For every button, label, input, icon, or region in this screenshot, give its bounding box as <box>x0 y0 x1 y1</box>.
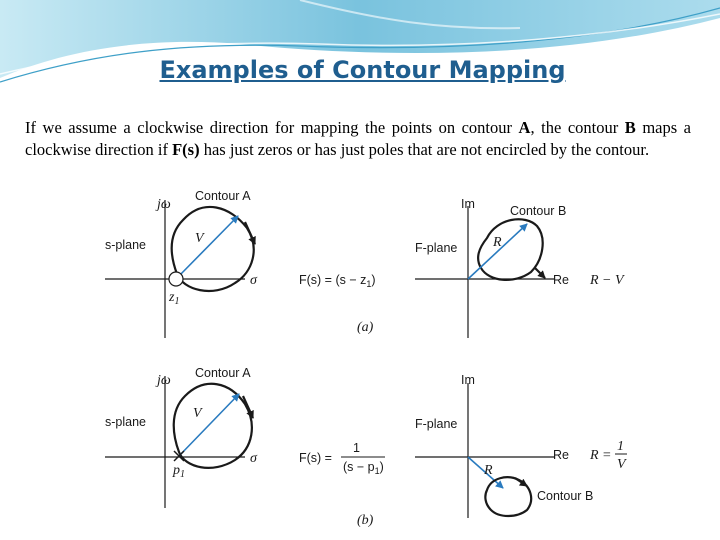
contour-a-shape <box>174 384 252 468</box>
mapping-function <box>299 441 385 476</box>
contour-b-direction-arrow <box>535 268 545 278</box>
caption-b: (b) <box>357 513 374 528</box>
im-label: Im <box>461 197 475 211</box>
vector-v <box>179 394 239 456</box>
re-label: Re <box>553 448 569 462</box>
im-label: Im <box>461 373 475 387</box>
svg-text:1: 1 <box>353 441 360 455</box>
contour-b-direction-arrow <box>515 478 527 486</box>
contour-b-label: Contour B <box>537 489 594 503</box>
v-label: V <box>195 231 204 246</box>
svg-text:F(s) =: F(s) = <box>299 451 332 465</box>
r-label: R <box>484 463 493 478</box>
slide-title: Examples of Contour Mapping <box>159 56 566 84</box>
relation-label: R − V <box>590 273 624 288</box>
body-text-part: If we assume a clockwise direction for mapping the points on contour <box>25 118 519 137</box>
f-plane-label: F-plane <box>415 417 458 431</box>
v-label: V <box>193 406 202 421</box>
contour-mapping-figure <box>95 178 645 540</box>
r-label: R <box>493 235 502 250</box>
contour-b-label: Contour B <box>510 204 567 218</box>
p1-label: $p_1$ <box>173 463 185 480</box>
panel-a <box>105 189 625 338</box>
z1-label: $z_1$ <box>169 290 180 307</box>
caption-a: (a) <box>357 320 374 335</box>
zero-marker <box>169 272 183 286</box>
relation-label <box>589 439 627 472</box>
contour-a-label: Contour A <box>195 189 251 203</box>
jw-label: jω <box>157 373 171 388</box>
mapping-function: $F(s) = (s - z_1)$ <box>299 273 376 289</box>
contour-a-label: Contour A <box>195 366 251 380</box>
svg-text:V: V <box>617 457 626 472</box>
function-ref: F(s) <box>172 139 200 159</box>
svg-text:1: 1 <box>617 439 624 454</box>
vector-r <box>468 224 527 279</box>
contour-a-ref: A <box>518 118 531 137</box>
body-text-part: maps a clockwise direction if <box>25 118 692 159</box>
re-label: Re <box>553 273 569 287</box>
body-text-part: has just zeros or has just poles that are not encircled by the contour. <box>199 139 650 159</box>
sigma-label: σ <box>250 451 257 466</box>
contour-a-direction-arrow <box>245 222 255 244</box>
jw-label: jω <box>157 197 171 212</box>
body-text <box>25 117 691 160</box>
s-plane-label: s-plane <box>105 415 146 429</box>
svg-text:R =: R = <box>590 448 612 463</box>
panel-b <box>105 366 627 528</box>
vector-v <box>176 216 238 279</box>
body-text-part: , the contour <box>530 118 625 137</box>
svg-text:(s − p1): $(s - p_1)$ <box>343 460 384 476</box>
sigma-label: σ <box>250 273 257 288</box>
s-plane-label: s-plane <box>105 238 146 252</box>
contour-b-ref: B <box>624 118 636 137</box>
contour-b-shape <box>478 219 543 280</box>
contour-a-direction-arrow <box>243 396 253 418</box>
f-plane-label: F-plane <box>415 241 458 255</box>
contour-a-shape <box>172 207 254 291</box>
